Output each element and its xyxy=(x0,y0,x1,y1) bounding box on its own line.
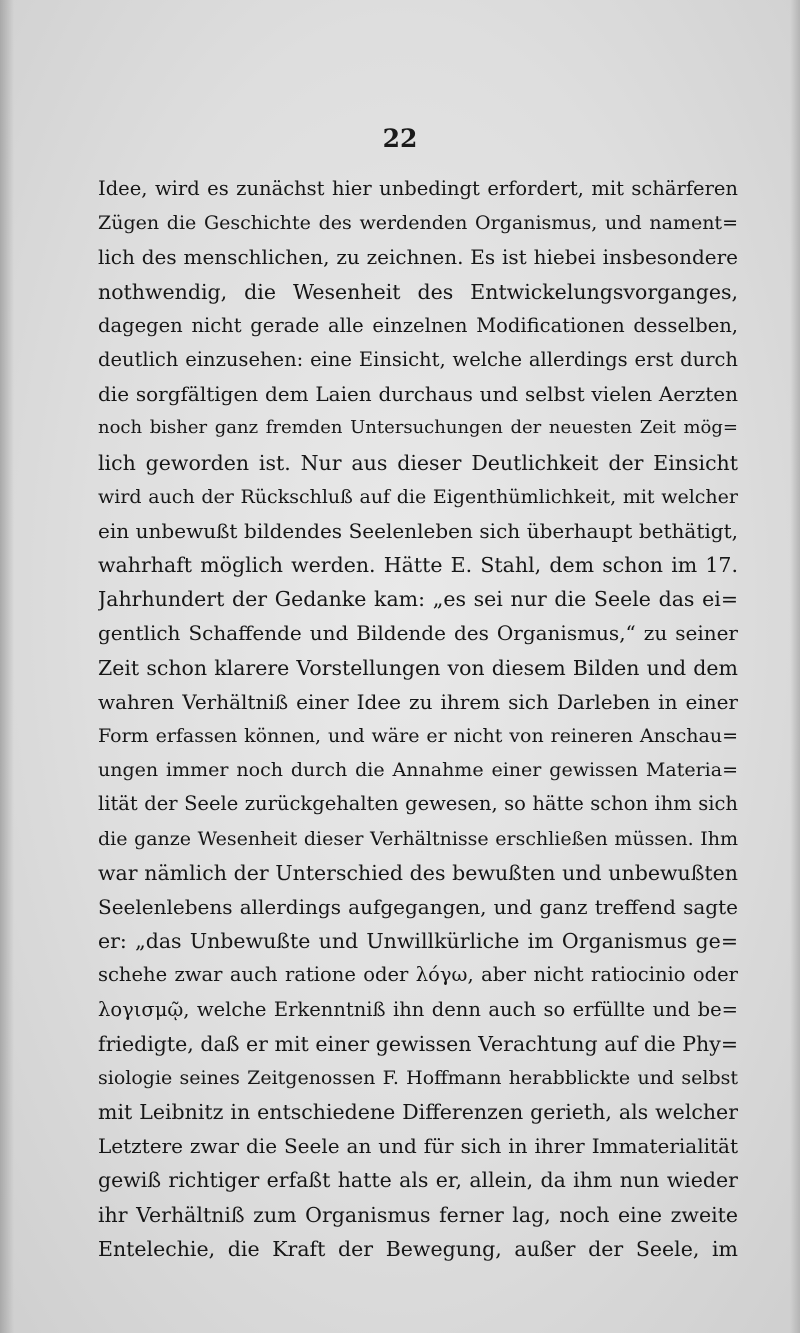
text-line: er: „das Unbewußte und Unwillkürliche im Organismus ge= xyxy=(98,929,738,954)
text-line: ihr Verhältniß zum Organismus ferner lag, noch eine zweite xyxy=(98,1202,738,1227)
text-line: Form erfassen können, und wäre er nicht von reineren Anschau= xyxy=(98,725,738,747)
text-line: lich des menschlichen, zu zeichnen. Es ist hiebei insbesondere xyxy=(98,245,738,270)
text-line: mit Leibnitz in entschiedene Differenzen gerieth, als welcher xyxy=(98,1100,738,1125)
text-line: lich geworden ist. Nur aus dieser Deutlichkeit der Einsicht xyxy=(98,450,738,475)
text-line: noch bisher ganz fremden Untersuchungen der neuesten Zeit mög= xyxy=(98,417,738,439)
body-text xyxy=(98,172,738,1266)
text-line: lität der Seele zurückgehalten gewesen, so hätte schon ihm sich xyxy=(98,792,738,816)
text-line: nothwendig, die Wesenheit des Entwickelungsvorganges, xyxy=(98,279,738,304)
text-line: Jahrhundert der Gedanke kam: „es sei nur die Seele das ei= xyxy=(98,587,738,612)
text-line: wird auch der Rückschluß auf die Eigenthümlichkeit, mit welcher xyxy=(98,485,738,508)
text-line: Idee, wird es zunächst hier unbedingt erfordert, mit schärferen xyxy=(98,177,738,200)
text-line: dagegen nicht gerade alle einzelnen Modificationen desselben, xyxy=(98,313,738,337)
text-line: war nämlich der Unterschied des bewußten und unbewußten xyxy=(98,860,738,885)
text-line: die ganze Wesenheit dieser Verhältnisse erschließen müssen. Ihm xyxy=(98,827,738,850)
text-line: Zeit schon klarere Vorstellungen von diesem Bilden und dem xyxy=(98,655,738,680)
text-line: λογισμῷ, welche Erkenntniß ihn denn auch so erfüllte und be= xyxy=(98,997,738,1021)
text-line: deutlich einzusehen: eine Einsicht, welche allerdings erst durch xyxy=(98,347,738,371)
page-edge-shadow-right xyxy=(790,0,800,1333)
text-line: wahren Verhältniß einer Idee zu ihrem sich Darleben in einer xyxy=(98,689,738,714)
text-line: gewiß richtiger erfaßt hatte als er, allein, da ihm nun wieder xyxy=(98,1168,738,1193)
text-line: siologie seines Zeitgenossen F. Hoffmann herabblickte und selbst xyxy=(98,1066,738,1089)
text-line: Zügen die Geschichte des werdenden Organismus, und nament= xyxy=(98,212,738,235)
text-line: Seelenlebens allerdings aufgegangen, und ganz treffend sagte xyxy=(98,894,738,919)
text-line: ein unbewußt bildendes Seelenleben sich überhaupt bethätigt, xyxy=(98,518,738,543)
text-line: ungen immer noch durch die Annahme einer gewissen Materia= xyxy=(98,759,738,782)
page-edge-shadow-left xyxy=(0,0,14,1333)
text-line: Letztere zwar die Seele an und für sich in ihrer Immaterialität xyxy=(98,1134,738,1159)
text-line: gentlich Schaffende und Bildende des Organismus,“ zu seiner xyxy=(98,621,738,646)
page-number: 22 xyxy=(382,124,418,153)
text-line: schehe zwar auch ratione oder λόγω, aber nicht ratiocinio oder xyxy=(98,963,738,987)
text-line: wahrhaft möglich werden. Hätte E. Stahl, dem schon im 17. xyxy=(98,553,738,578)
text-line: friedigte, daß er mit einer gewissen Verachtung auf die Phy= xyxy=(98,1031,738,1056)
text-line: die sorgfältigen dem Laien durchaus und selbst vielen Aerzten xyxy=(98,382,738,407)
text-line: Entelechie, die Kraft der Bewegung, außer der Seele, im xyxy=(98,1236,738,1261)
